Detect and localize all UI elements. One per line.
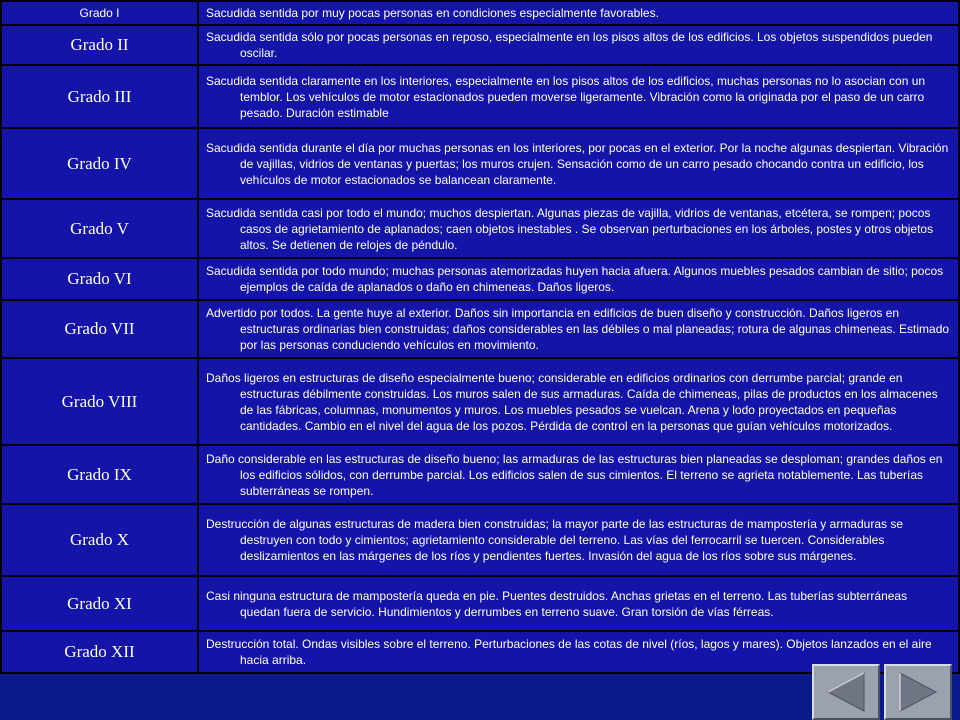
triangle-right-icon <box>886 666 950 718</box>
table-row <box>1 358 959 445</box>
table-row <box>1 199 959 258</box>
grade-description: Sacudida sentida sólo por pocas personas en reposo, especialmente en los pisos altos de los edificios. Los objetos suspendidos pueden oscilar. <box>198 25 959 65</box>
table-row <box>1 300 959 358</box>
grade-label: Grado XI <box>1 576 198 631</box>
triangle-left-icon <box>814 666 878 718</box>
grade-label: Grado V <box>1 199 198 258</box>
grade-description: Casi ninguna estructura de mampostería queda en pie. Puentes destruidos. Anchas grietas en el terreno. Las tuberías subterráneas quedan fuera de servicio. Hundimientos y derrumbes en terreno suave. Gran torsión de vías férreas. <box>198 576 959 631</box>
grade-description: Daños ligeros en estructuras de diseño especialmente bueno; considerable en edificios ordinarios con derrumbe parcial; grande en estructuras débilmente construidas. Los muros salen de sus armaduras. Caída de chimeneas, pilas de productos en los almacenes de las fábricas, columnas, monumentos y muros. Los muebles pesados se vuelcan. Arena y lodo proyectados en pequeñas cantidades. Cambio en el nivel del agua de los pozos. Pérdida de control en la personas que guían vehículos motorizados. <box>198 358 959 445</box>
table-row <box>1 65 959 128</box>
grade-label: Grado XII <box>1 631 198 673</box>
table-row <box>1 258 959 300</box>
table-row <box>1 128 959 199</box>
grade-label: Grado X <box>1 504 198 576</box>
grade-label: Grado IX <box>1 445 198 504</box>
grade-description: Destrucción total. Ondas visibles sobre el terreno. Perturbaciones de las cotas de nivel (ríos, lagos y mares). Objetos lanzados en el aire hacia arriba. <box>198 631 959 673</box>
table-row <box>1 445 959 504</box>
grade-description: Destrucción de algunas estructuras de madera bien construidas; la mayor parte de las estructuras de mampostería y armaduras se destruyen con todo y cimientos; agrietamiento considerable del terreno. Las vías del ferrocarril se tuercen. Considerables deslizamientos en las márgenes de los ríos y pendientes fuertes. Invasión del agua de los ríos sobre sus márgenes. <box>198 504 959 576</box>
grade-description: Sacudida sentida casi por todo el mundo; muchos despiertan. Algunas piezas de vajilla, vidrios de ventanas, etcétera, se rompen; pocos casos de agrietamiento de aplanados; caen objetos inestables . Se observan perturbaciones en los árboles, postes y otros objetos altos. Se detienen de relojes de péndulo. <box>198 199 959 258</box>
table-row <box>1 25 959 65</box>
grade-label: Grado VII <box>1 300 198 358</box>
next-slide-button[interactable] <box>884 664 952 720</box>
grade-label: Grado VIII <box>1 358 198 445</box>
previous-slide-button[interactable] <box>812 664 880 720</box>
table-row <box>1 1 959 25</box>
grade-label: Grado IV <box>1 128 198 199</box>
grade-description: Sacudida sentida durante el día por muchas personas en los interiores, por pocas en el exterior. Por la noche algunas despiertan. Vibración de vajillas, vidrios de ventanas y puertas; los muros crujen. Sensación como de un carro pesado chocando contra un edificio, los vehículos de motor estacionados se balancean claramente. <box>198 128 959 199</box>
grade-description: Sacudida sentida por muy pocas personas en condiciones especialmente favorables. <box>198 1 959 25</box>
grade-label: Grado III <box>1 65 198 128</box>
grade-description: Daño considerable en las estructuras de diseño bueno; las armaduras de las estructuras bien planeadas se desploman; grandes daños en los edificios sólidos, con derrumbe parcial. Los edificios salen de sus cimientos. El terreno se agrieta notablemente. Las tuberías subterráneas se rompen. <box>198 445 959 504</box>
grade-description: Sacudida sentida por todo mundo; muchas personas atemorizadas huyen hacia afuera. Algunos muebles pesados cambian de sitio; pocos ejemplos de caída de aplanados o daño en chimeneas. Daños ligeros. <box>198 258 959 300</box>
grade-description: Sacudida sentida claramente en los interiores, especialmente en los pisos altos de los edificios, muchas personas no lo asocian con un temblor. Los vehículos de motor estacionados pueden moverse ligeramente. Vibración como la originada por el paso de un carro pesado. Duración estimable <box>198 65 959 128</box>
table-row <box>1 504 959 576</box>
table-row <box>1 576 959 631</box>
grade-description: Advertido por todos. La gente huye al exterior. Daños sin importancia en edificios de buen diseño y construcción. Daños ligeros en estructuras ordinarias bien construidas; daños considerables en las débiles o mal planeadas; rotura de algunas chimeneas. Estimado por las personas conduciendo vehículos en movimiento. <box>198 300 959 358</box>
grade-label: Grado II <box>1 25 198 65</box>
grade-label: Grado VI <box>1 258 198 300</box>
grade-label: Grado I <box>1 1 198 25</box>
